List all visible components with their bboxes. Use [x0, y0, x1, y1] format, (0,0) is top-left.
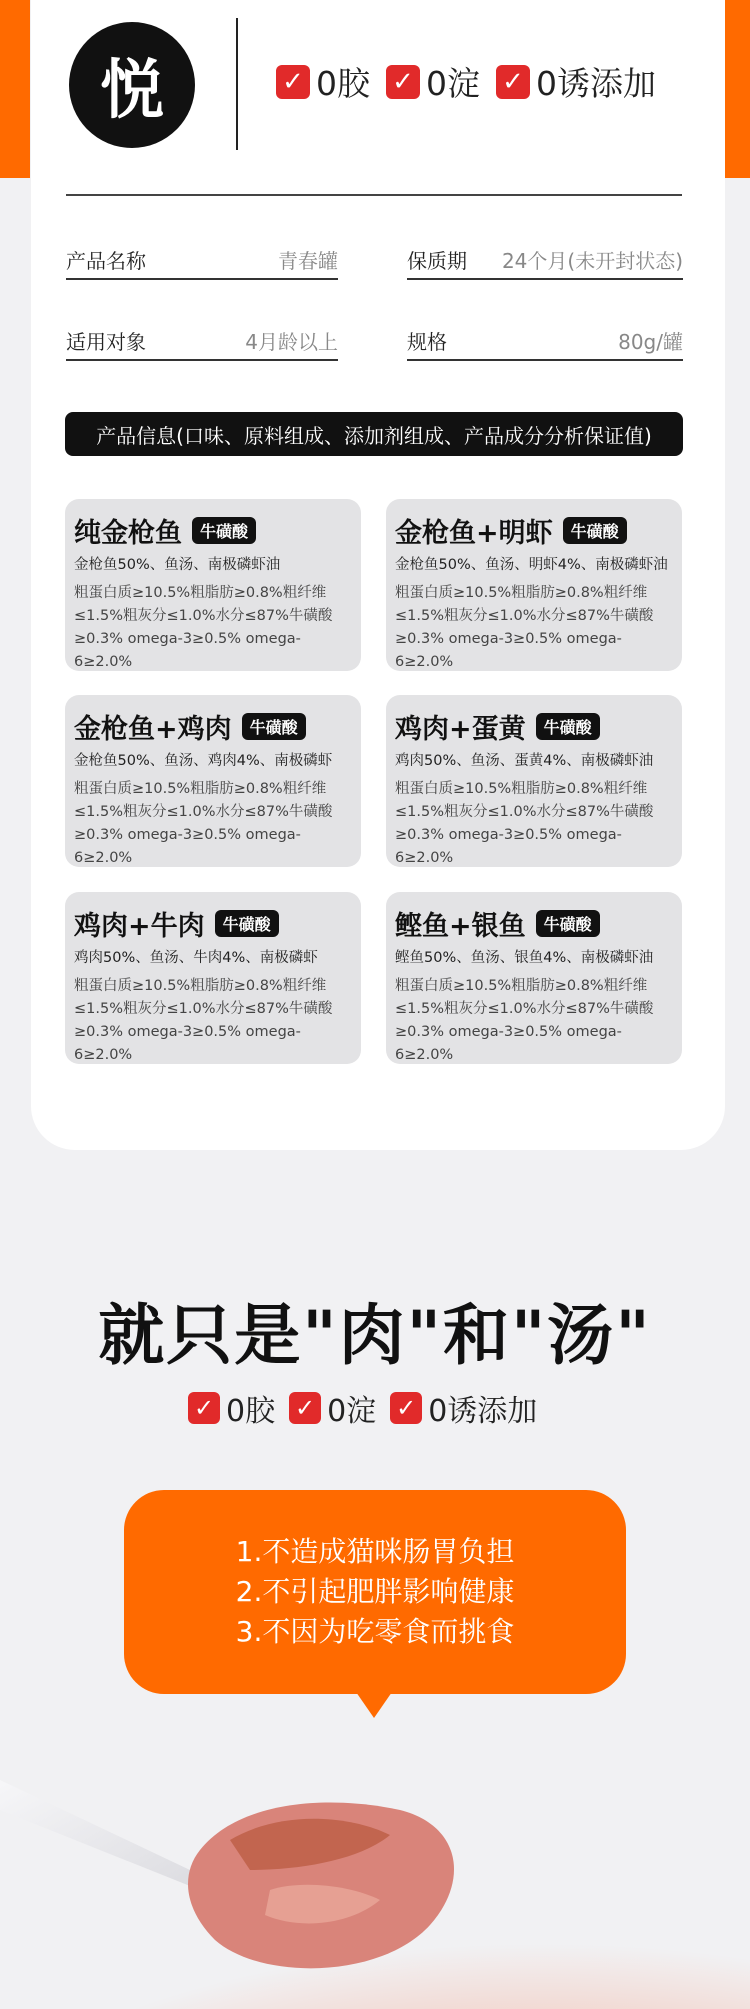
product-info-card: [31, 0, 725, 1150]
feature-badges: [276, 58, 656, 105]
product-photo: [0, 1740, 750, 2009]
badge-label: 0淀: [426, 64, 480, 103]
flavor-nutrition: 粗蛋白质≥10.5%粗脂肪≥0.8%粗纤维≤1.5%粗灰分≤1.0%水分≤87%牛磺酸≥0.3% omega-3≥0.5% omega-6≥2.0%: [74, 781, 333, 866]
spec-label: 保质期: [407, 248, 467, 273]
flavor-name: 金枪鱼+鸡肉: [74, 713, 232, 745]
spec-label: 产品名称: [66, 248, 146, 273]
benefits-bubble: [124, 1490, 626, 1694]
orange-strip-right: [724, 0, 750, 178]
flavor-name: 鲣鱼+银鱼: [395, 910, 526, 942]
taurine-tag: 牛磺酸: [192, 517, 256, 544]
flavor-name: 金枪鱼+明虾: [395, 517, 553, 549]
product-info-banner: 产品信息(口味、原料组成、添加剂组成、产品成分分析保证值): [65, 412, 683, 456]
badge-no-starch: [386, 58, 480, 105]
divider-vertical: [236, 18, 238, 150]
flavor-name: 纯金枪鱼: [74, 517, 182, 549]
flavor-nutrition: 粗蛋白质≥10.5%粗脂肪≥0.8%粗纤维≤1.5%粗灰分≤1.0%水分≤87%牛磺酸≥0.3% omega-3≥0.5% omega-6≥2.0%: [395, 978, 654, 1063]
check-icon: ✓: [496, 65, 530, 99]
badge-label: 0淀: [327, 1394, 377, 1429]
bubble-tail: [356, 1692, 392, 1718]
flavor-ingredients: 金枪鱼50%、鱼汤、鸡肉4%、南极磷虾: [74, 753, 333, 769]
benefit-item: 1.不造成猫咪肠胃负担: [235, 1535, 515, 1568]
spec-value: 80g/罐: [618, 329, 683, 354]
flavor-ingredients: 鸡肉50%、鱼汤、牛肉4%、南极磷虾: [74, 950, 318, 966]
flavor-card: [386, 499, 682, 671]
badge-no-attractant: [496, 58, 656, 105]
flavor-card: [386, 892, 682, 1064]
flavor-card: [386, 695, 682, 867]
check-icon: ✓: [276, 65, 310, 99]
badge-label: 0胶: [316, 64, 370, 103]
flavor-ingredients: 鸡肉50%、鱼汤、蛋黄4%、南极磷虾油: [395, 753, 654, 769]
feature-badges-lower: [188, 1386, 537, 1430]
flavor-ingredients: 鲣鱼50%、鱼汤、银鱼4%、南极磷虾油: [395, 950, 654, 966]
taurine-tag: 牛磺酸: [536, 910, 600, 937]
badge-label: 0诱添加: [536, 64, 656, 103]
flavor-nutrition: 粗蛋白质≥10.5%粗脂肪≥0.8%粗纤维≤1.5%粗灰分≤1.0%水分≤87%牛磺酸≥0.3% omega-3≥0.5% omega-6≥2.0%: [74, 978, 333, 1063]
flavor-card: [65, 499, 361, 671]
orange-strip-left: [0, 0, 30, 178]
taurine-tag: 牛磺酸: [563, 517, 627, 544]
spec-size: [407, 321, 683, 361]
badge-label: 0胶: [226, 1394, 276, 1429]
spec-value: 24个月(未开封状态): [501, 248, 683, 273]
taurine-tag: 牛磺酸: [536, 713, 600, 740]
spec-value: 4月龄以上: [245, 329, 338, 354]
flavor-nutrition: 粗蛋白质≥10.5%粗脂肪≥0.8%粗纤维≤1.5%粗灰分≤1.0%水分≤87%牛磺酸≥0.3% omega-3≥0.5% omega-6≥2.0%: [395, 585, 654, 670]
spec-product-name: [66, 240, 338, 280]
check-icon: ✓: [390, 1392, 422, 1424]
badge-no-starch: [289, 1386, 376, 1430]
brand-logo: 悦: [69, 22, 195, 148]
headline: 就只是"肉"和"汤": [98, 1297, 652, 1374]
spec-shelf-life: [407, 240, 683, 280]
flavor-name: 鸡肉+牛肉: [74, 910, 205, 942]
flavor-ingredients: 金枪鱼50%、鱼汤、南极磷虾油: [74, 557, 281, 573]
badge-no-attractant: [390, 1386, 537, 1430]
flavor-nutrition: 粗蛋白质≥10.5%粗脂肪≥0.8%粗纤维≤1.5%粗灰分≤1.0%水分≤87%牛磺酸≥0.3% omega-3≥0.5% omega-6≥2.0%: [74, 585, 333, 670]
divider-horizontal: [66, 194, 682, 196]
check-icon: ✓: [289, 1392, 321, 1424]
spec-label: 规格: [407, 329, 447, 354]
check-icon: ✓: [188, 1392, 220, 1424]
benefit-item: 2.不引起肥胖影响健康: [235, 1575, 515, 1608]
badge-no-gum: [276, 58, 370, 105]
flavor-card: [65, 892, 361, 1064]
flavor-card: [65, 695, 361, 867]
flavor-nutrition: 粗蛋白质≥10.5%粗脂肪≥0.8%粗纤维≤1.5%粗灰分≤1.0%水分≤87%牛磺酸≥0.3% omega-3≥0.5% omega-6≥2.0%: [395, 781, 654, 866]
taurine-tag: 牛磺酸: [242, 713, 306, 740]
check-icon: ✓: [386, 65, 420, 99]
spec-target: [66, 321, 338, 361]
badge-label: 0诱添加: [428, 1394, 538, 1429]
taurine-tag: 牛磺酸: [215, 910, 279, 937]
spec-value: 青春罐: [278, 248, 338, 273]
benefit-item: 3.不因为吃零食而挑食: [235, 1615, 515, 1648]
flavor-ingredients: 金枪鱼50%、鱼汤、明虾4%、南极磷虾油: [395, 557, 668, 573]
flavor-name: 鸡肉+蛋黄: [395, 713, 526, 745]
badge-no-gum: [188, 1386, 275, 1430]
spec-label: 适用对象: [66, 329, 146, 354]
